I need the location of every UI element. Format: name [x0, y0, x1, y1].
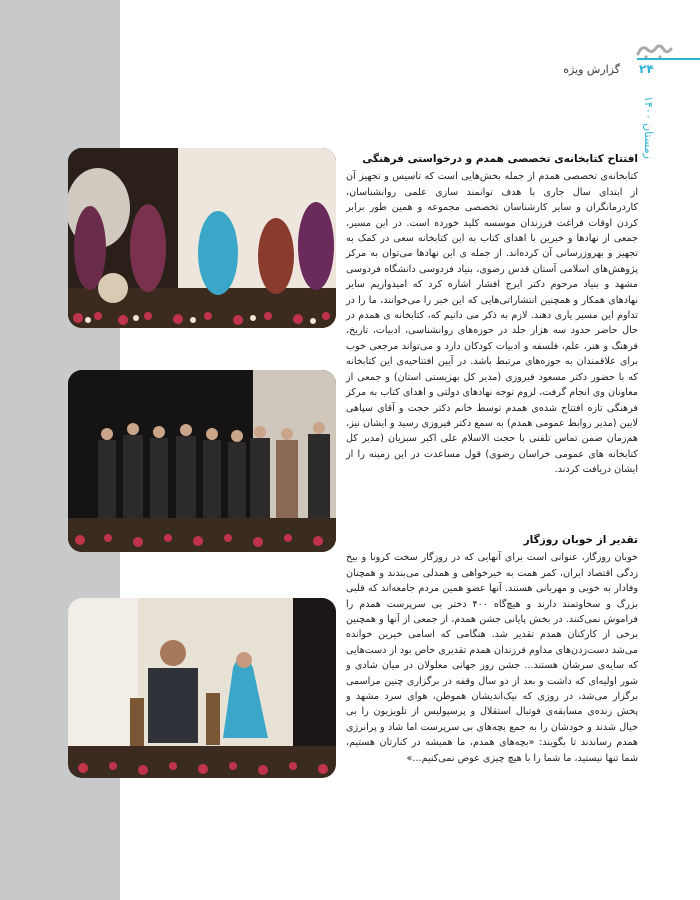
photo-seated	[68, 598, 336, 778]
article-section-good-people	[346, 533, 638, 766]
photo-group	[68, 370, 336, 552]
header-rule	[637, 58, 700, 60]
photo-performers	[68, 148, 336, 328]
issue-date: زمستان ۱۴۰۰	[642, 96, 655, 159]
section-body-good-people: خوبان روزگار، عنوانی است برای آنهایی که در روزگار سخت کرونا و بیخ زدگی اقتصاد ایران، کمر همت به خیرخواهی و همدلی می‌بندند و همچنان وفادار به خوبی و مهربانی هستند. آنها عضو همین مردم جامعه‌اند که قلبی بزرگ و سخاوتمند دارند و هیچ‌گاه ۴۰۰ دختر بی سرپرست همدم را فراموش نمی‌کنند. در بخش پایانی جشن همدم، از جمعی از آنها و همچنین برخی از کارکنان همدم تقدیر شد. هنگامی که اسامی خیرین خوانده می‌شد دست‌زدن‌های مداوم فرزندان همدم تقدیری خاص بود از دست‌هایی که سایه‌ی سرشان هستند... جشن روز جهانی معلولان در میان شادی و شور اولیه‌ای که داشت و بعد از دو سال وقفه در برگزاری چنین مراسمی برگزار می‌شد، در روزی که نیک‌اندیشان هموطن، هوای سرد مشهد و پخش زنده‌ی مسابقه‌ی فوتبال استقلال و پرسپولیس از تلویزیون را بی خیال شدند و خودشان را به جمع بچه‌های بی سرپرست اما شاد و پرانرژی همدم رساندند تا بگویند: «بچه‌های همدم، ما همیشه در کنارتان هستیم، شما تنها نیستید، ما شما را با هیچ چیزی عوض نمی‌کنیم...»	[346, 552, 638, 764]
section-title-good-people: تقدیر از خوبان روزگار	[523, 534, 638, 546]
section-name: گزارش ویژه	[563, 63, 620, 76]
section-body-library: کتابخانه‌ی تخصصی همدم از جمله بخش‌هایی است که تاسیس و تجهیز آن از ابتدای سال جاری با هدف توانمند سازی علمی روانشناسان، کاردرمانگران و سایر کارشناسان تخصصی مجموعه و همین طور برابر کردن اوقات فراغت فرزندان موسسه کلید خورده است. در این مسیر، جمعی از نهادها و خیرین با اهدای کتاب به این کتابخانه سعی در کمک به تجهیز و بهروزرسانی آن کرده‌اند. از جمله ی این نهادها می‌توان به مرکز پژوهش‌های اسلامی آستان قدس رضوی، بنیاد فردوسی دانشگاه فردوسی مشهد و بنیاد مرحوم دکتر ایرج افشار اشاره کرد که امیدواریم سایر نهادهای همکار و همچنین انتشاراتی‌هایی که این خبر را می‌خوانند، ما را در تداوم این مسیر یاری دهند. لازم به ذکر می دانیم که، کتابخانه ی همدم در حال حاضر حدود سه هزار جلد در حوزه‌های روانشناسی، ادبیات، تاریخ، فرهنگ و هنر، علم، فلسفه و ادبیات کودکان دارد و می‌تواند مرجعی خوب برای علاقمندان به حوزه‌های مرتبط باشد. در آیین افتتاحیه‌ی این کتابخانه که با حضور دکتر مسعود فیروزی (مدیر کل بهزیستی استان) و جمعی از معاونان وی انجام گرفت، لزوم توجه نهادهای دولتی و اهدای کتاب به مرکز فرهنگی تازه افتتاح شده‌ی همدم توسط خانم دکتر حجت و آقای سپاهی لایین (مدیر روابط عمومی همدم) به سمع دکتر فیروزی رسید و ایشان نیز، هم‌زمان ضمن تماس تلفنی با حجت الاسلام علی اکبر سبزیان (مدیر کل کتابخانه های عمومی خراسان رضوی) قول مساعدت در این زمینه را از ایشان دریافت کردند.	[346, 171, 638, 476]
page-number: ۲۴	[639, 62, 654, 76]
section-title-library: افتتاح کتابخانه‌ی تخصصی همدم و درخواستی فرهنگی	[362, 153, 638, 165]
article-section-library	[346, 152, 638, 478]
